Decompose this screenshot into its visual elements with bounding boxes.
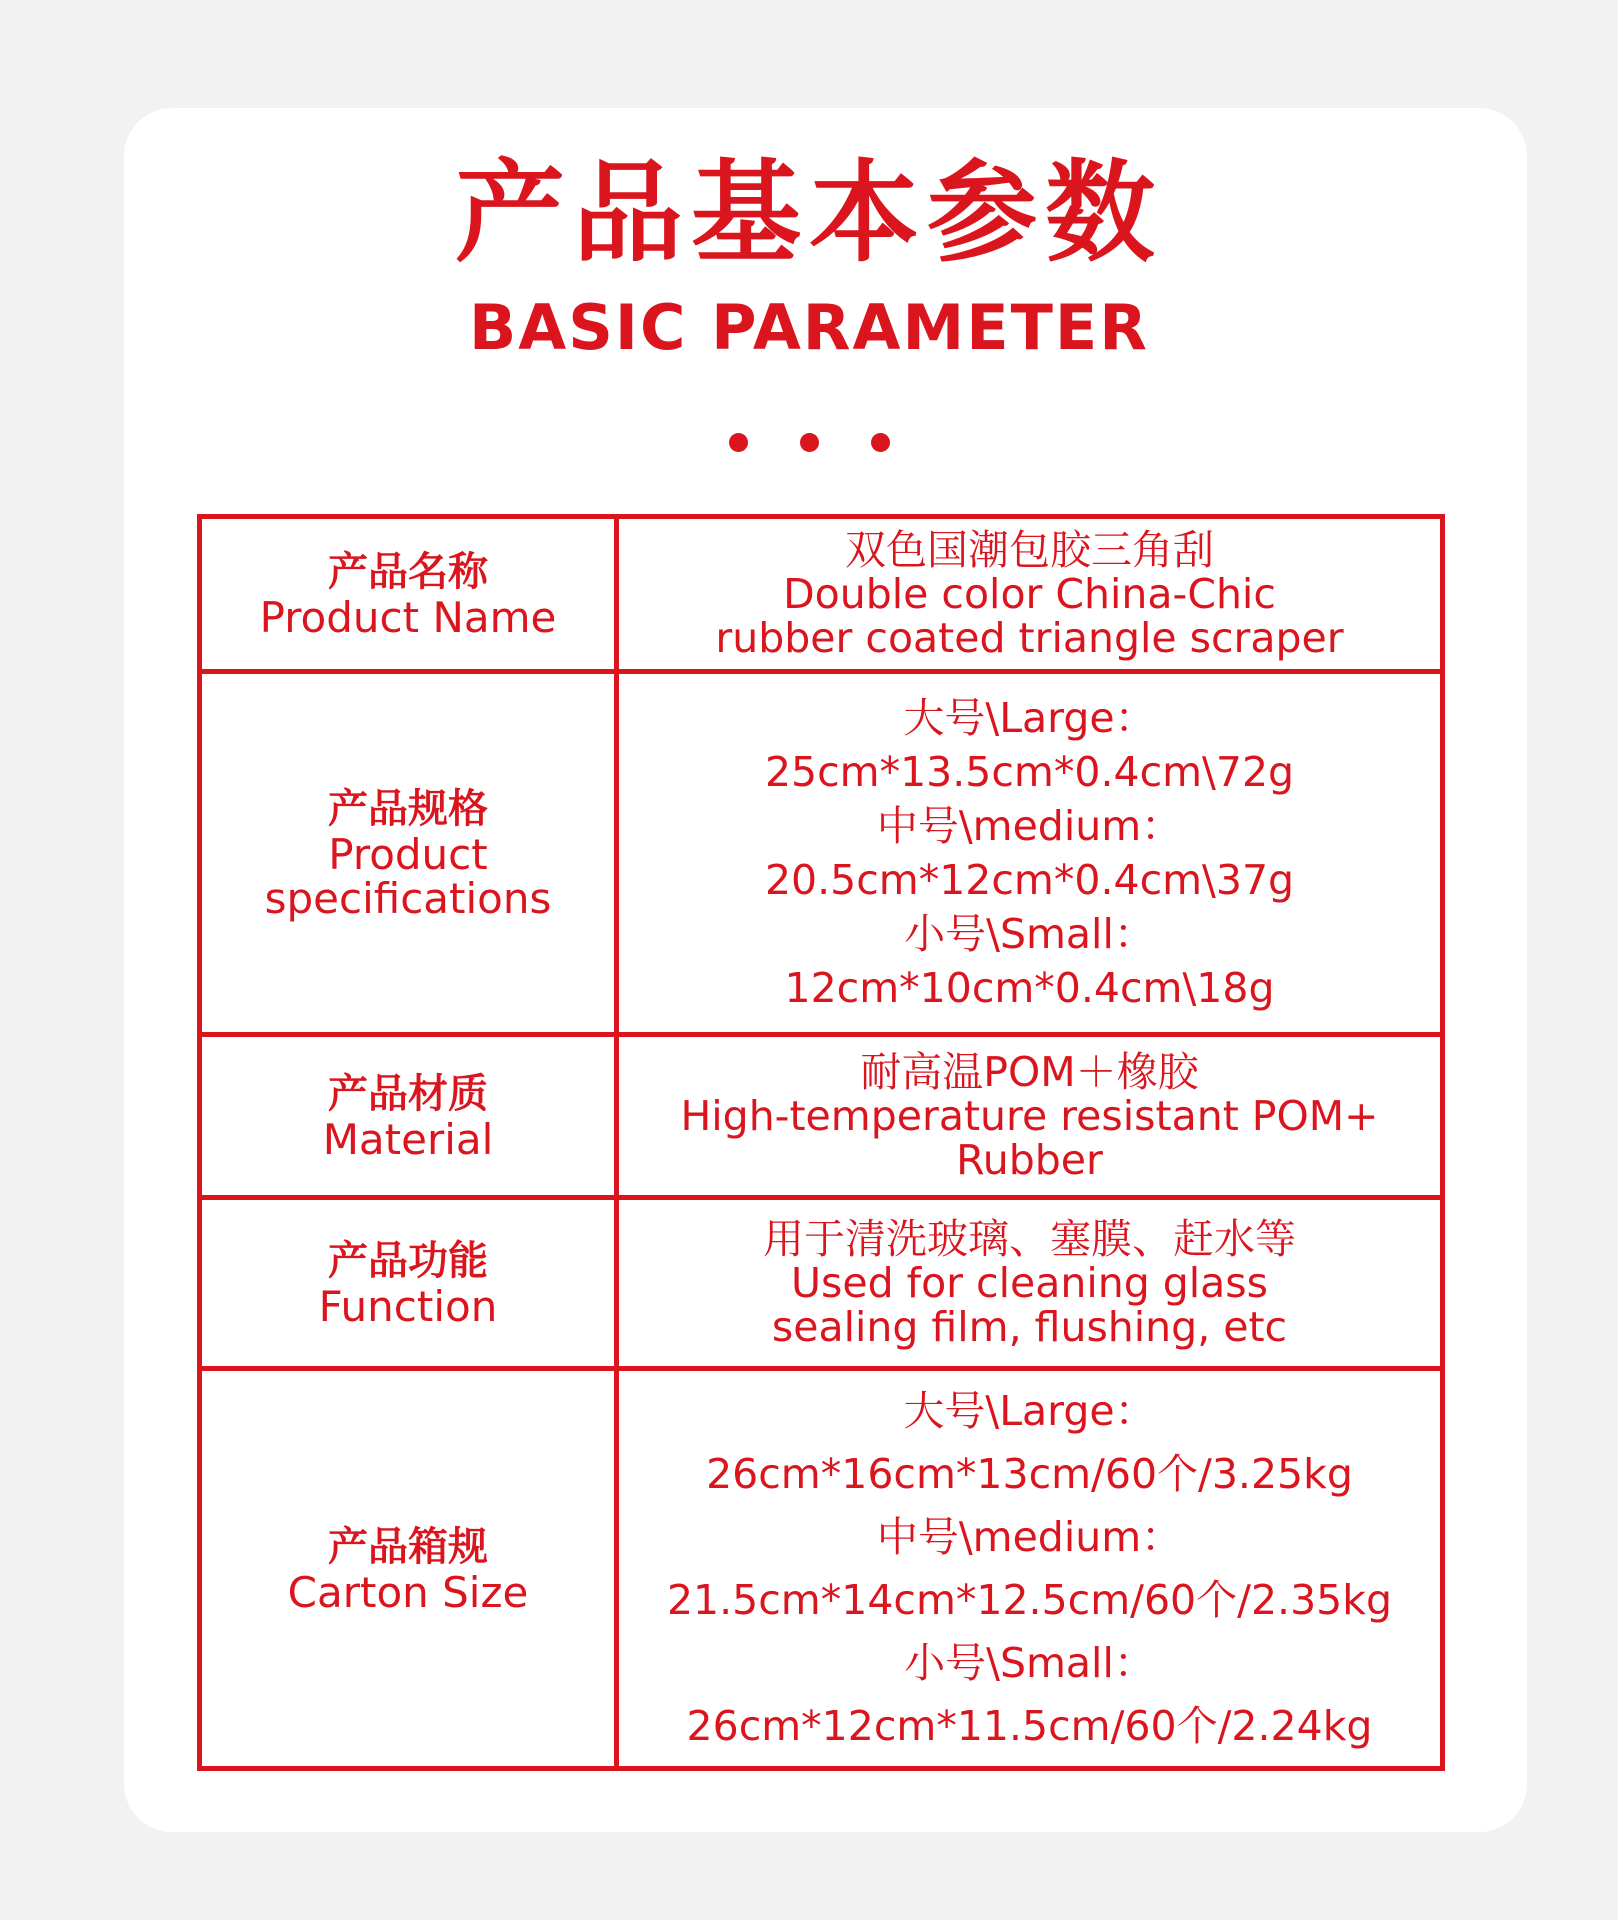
- row-value-line: sealing film, flushing, etc: [771, 1303, 1288, 1351]
- row-label-cn: 产品规格: [328, 786, 488, 832]
- row-label-cn: 产品名称: [328, 549, 488, 595]
- row-value-line: 小号\Small：: [904, 910, 1155, 958]
- row-value-cell: [617, 1198, 1443, 1369]
- row-value-line: 用于清洗玻璃、塞膜、赶水等: [763, 1215, 1296, 1263]
- row-label-en: specifications: [264, 874, 552, 923]
- row-value-cell: [617, 672, 1443, 1035]
- row-label-cell: [200, 517, 617, 672]
- row-value-line: 中号\medium：: [876, 1512, 1183, 1561]
- row-value-line: 耐高温POM＋橡胶: [860, 1048, 1199, 1096]
- page-title-english: BASIC PARAMETER: [469, 291, 1149, 364]
- row-label-cell: [200, 1035, 617, 1198]
- row-value-line: 中号\medium：: [876, 802, 1183, 850]
- decorative-dots: [0, 433, 1618, 453]
- dot-icon: [871, 433, 890, 452]
- row-value-line: rubber coated triangle scraper: [715, 614, 1344, 662]
- row-label-cell: [200, 1198, 617, 1369]
- row-value-line: 双色国潮包胶三角刮: [845, 526, 1214, 574]
- table-row-carton-size: [200, 1369, 1443, 1769]
- table-row-material: [200, 1035, 1443, 1198]
- parameter-table: [197, 514, 1445, 1771]
- row-value-line: 21.5cm*14cm*12.5cm/60个/2.35kg: [666, 1575, 1393, 1624]
- row-value-cell: [617, 1035, 1443, 1198]
- row-label-en: Product Name: [259, 593, 557, 642]
- row-label-cell: [200, 1369, 617, 1769]
- row-value-line: 26cm*12cm*11.5cm/60个/2.24kg: [686, 1701, 1373, 1750]
- row-label-en: Carton Size: [287, 1567, 529, 1617]
- row-value-line: 大号\Large：: [903, 694, 1156, 742]
- row-value-line: 大号\Large：: [903, 1386, 1156, 1435]
- row-value-line: 20.5cm*12cm*0.4cm\37g: [764, 856, 1295, 904]
- dot-icon: [729, 433, 748, 452]
- row-value-line: Double color China-Chic: [783, 570, 1276, 618]
- table-row-specifications: [200, 672, 1443, 1035]
- row-value-cell: [617, 517, 1443, 672]
- row-value-line: Rubber: [956, 1136, 1103, 1184]
- row-label-cn: 产品材质: [328, 1071, 488, 1117]
- dot-icon: [800, 433, 819, 452]
- row-value-line: Used for cleaning glass: [790, 1259, 1269, 1307]
- row-value-line: 25cm*13.5cm*0.4cm\72g: [764, 748, 1295, 796]
- row-value-line: High-temperature resistant POM+: [680, 1092, 1379, 1140]
- table-row-function: [200, 1198, 1443, 1369]
- row-label-cell: [200, 672, 617, 1035]
- row-label-en: Material: [322, 1115, 494, 1164]
- row-value-cell: [617, 1369, 1443, 1769]
- row-label-en: Function: [318, 1282, 498, 1331]
- row-value-line: 26cm*16cm*13cm/60个/3.25kg: [706, 1449, 1353, 1498]
- row-value-line: 12cm*10cm*0.4cm\18g: [784, 964, 1275, 1012]
- table-row-product-name: [200, 517, 1443, 672]
- row-value-line: 小号\Small：: [904, 1638, 1155, 1687]
- row-label-en: Product: [328, 830, 488, 879]
- row-label-cn: 产品箱规: [328, 1523, 488, 1570]
- page-title-chinese: 产品基本参数: [455, 149, 1163, 277]
- row-label-cn: 产品功能: [328, 1238, 488, 1284]
